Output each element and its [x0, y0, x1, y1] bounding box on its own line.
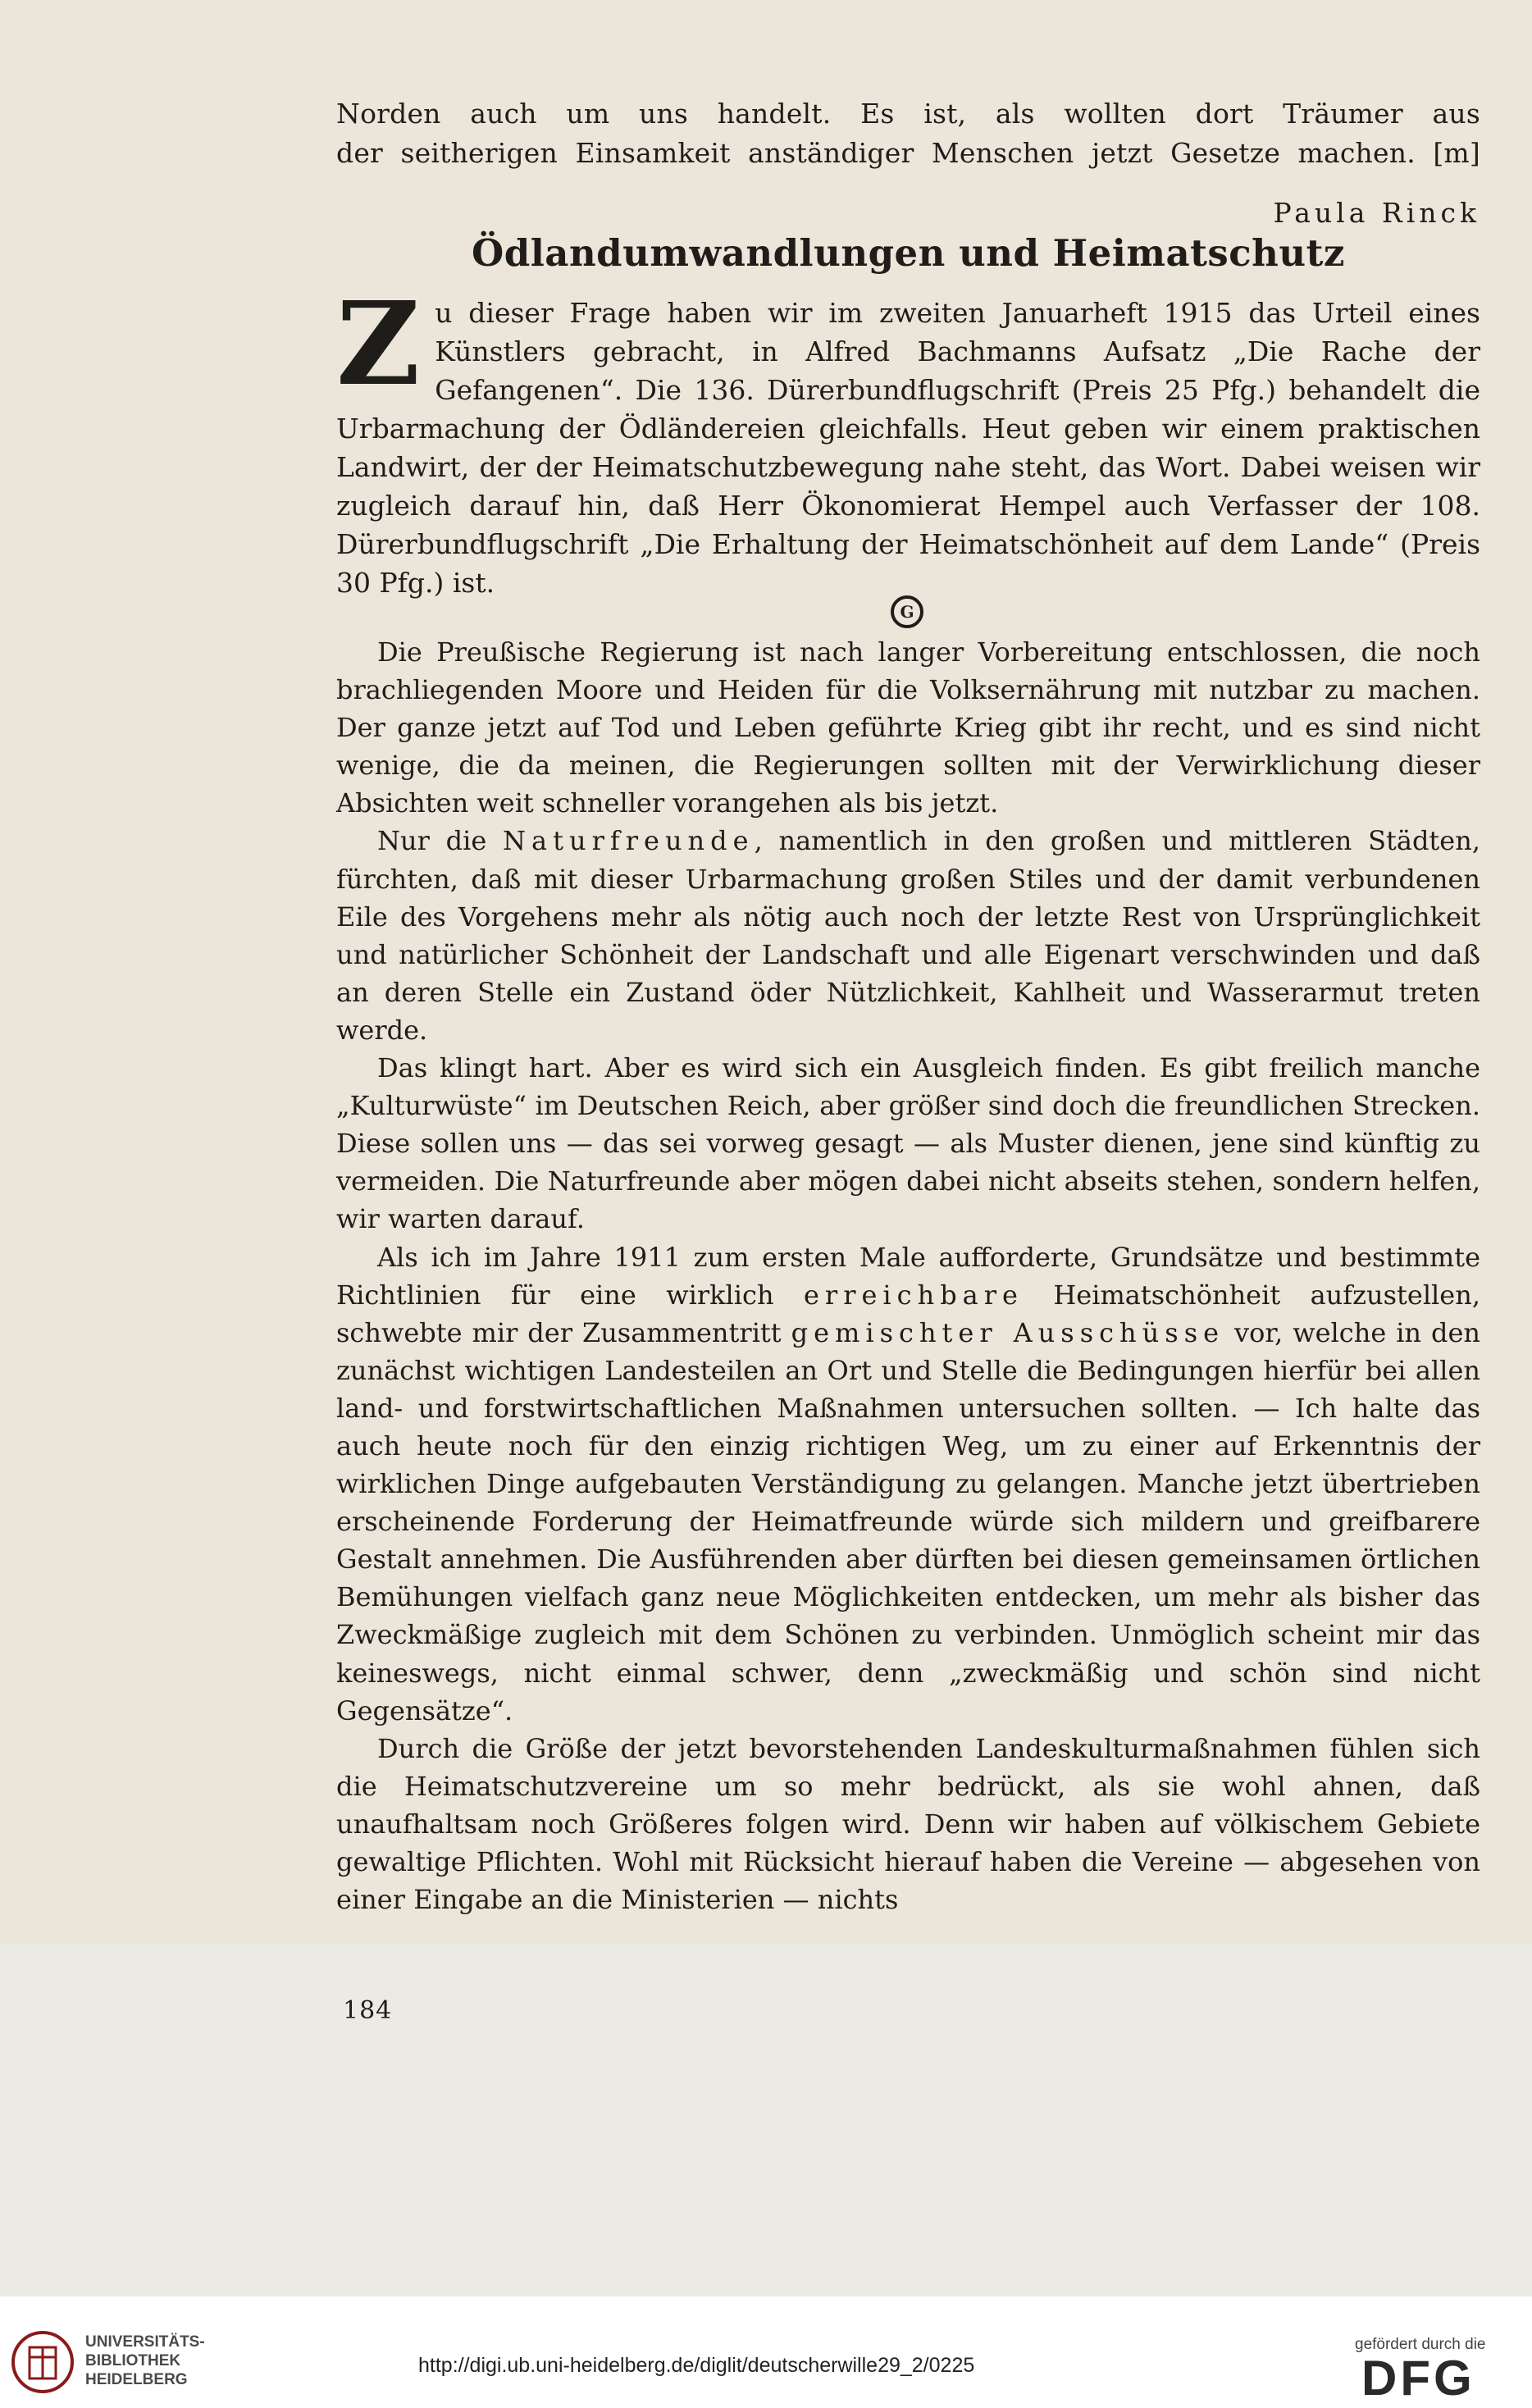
paragraph [336, 1049, 1480, 1238]
emphasized-text: Naturfreunde [503, 825, 755, 857]
paragraph-text: Das klingt hart. Aber es wird sich ein Ausgleich finden. Es gibt freilich manche „Kulturwüste“ im Deutschen Reich, aber größer sind doch die freundlichen Strecken. Diese sollen uns — das sei vorweg gesagt — als Muster dienen, jene sind künftig zu vermeiden. Die Naturfreunde aber mögen dabei nicht abseits stehen, sondern helfen, wir warten darauf. [336, 1052, 1480, 1235]
prev-article-line: der seitherigen Einsamkeit anständiger Menschen jetzt Gesetze machen. [m] [336, 137, 1480, 169]
university-seal-icon [10, 2329, 75, 2395]
library-name-line: BIBLIOTHEK [85, 2352, 181, 2369]
paragraph [336, 822, 1480, 1049]
viewer-footer [0, 2296, 1532, 2408]
permalink-url[interactable]: http://digi.ub.uni-heidelberg.de/diglit/deutscherwille29_2/0225 [418, 2354, 975, 2377]
paragraph-text: Durch die Größe der jetzt bevorstehenden Landeskulturmaßnahmen fühlen sich die Heimatschutzvereine um so mehr bedrückt, als sie wohl ahnen, daß unaufhaltsam noch Größeres folgen wird. Denn wir haben auf völkischem Gebiete gewaltige Pflichten. Wohl mit Rücksicht hierauf haben die Vereine — abgesehen von einer Eingabe an die Ministerien — nichts [336, 1732, 1480, 1916]
paragraph-text: vor, welche in den zunächst wichtigen Landesteilen an Ort und Stelle die Bedingungen hierfür bei allen land- und forstwirtschaftlichen Maßnahmen untersuchen sollten. — Ich halte das auch heute noch für den einzig richtigen Weg, um zu einer auf Erkenntnis der wirklichen Dinge aufgebauten Verständigung zu gelangen. Manche jetzt übertrieben erscheinende Forderung der Heimatfreunde würde sich mildern und greifbarere Gestalt annehmen. Die Ausführenden aber dürften bei diesen gemeinsamen örtlichen Bemühungen vielfach ganz neue Möglichkeiten entdecken, um mehr als bisher das Zweckmäßige zugleich mit dem Schönen zu verbinden. Unmöglich scheint mir das keineswegs, nicht einmal schwer, denn „zweckmäßig und schön sind nicht Gegensätze“. [336, 1316, 1481, 1726]
paragraph [336, 1730, 1480, 1918]
paragraph-text: Nur die [377, 825, 504, 857]
section-ornament-icon: G [891, 595, 923, 628]
library-name-line: HEIDELBERG [85, 2371, 188, 2388]
paragraph-text: , namentlich in den großen und mittleren Städten, fürchten, daß mit dieser Urbarmachung großen Stiles und der damit verbundenen Eile des Vorgehens mehr als nötig auch noch der letzte Rest von Ursprünglichkeit und natürlicher Schönheit der Landschaft und alle Eigenart verschwinden und daß an deren Stelle ein Zustand öder Nützlichkeit, Kahlheit und Wasserarmut treten werde. [336, 825, 1481, 1046]
dfg-logo: DFG [1361, 2351, 1475, 2406]
paragraph-text: Als ich im Jahre 1911 zum ersten Male aufforderte, Grundsätze und bestimmte Richtlinien für eine wirklich [336, 1241, 1480, 1311]
intro-text: u dieser Frage haben wir im zweiten Januarheft 1915 das Urteil eines Künstlers gebracht, in Alfred Bachmanns Aufsatz „Die Rache der Gefangenen“. Die 136. Dürerbundflugschrift (Preis 25 Pfg.) behandelt die Urbarmachung der Ödländereien gleichfalls. Heut geben wir einem praktischen Landwirt, der der Heimatschutzbewegung nahe steht, das Wort. Dabei weisen wir zugleich darauf hin, daß Herr Ökonomierat Hempel auch Verfasser der 108. Dürerbundflugschrift „Die Erhaltung der Heimatschönheit auf dem Lande“ (Preis 30 Pfg.) ist. [336, 297, 1480, 599]
article-intro [336, 277, 1480, 602]
page-number: 184 [343, 1996, 393, 2025]
paragraph [336, 633, 1480, 822]
paragraph [336, 1238, 1480, 1730]
funding-caption: gefördert durch die [1355, 2336, 1486, 2353]
library-name-line: UNIVERSITÄTS- [85, 2333, 205, 2351]
emphasized-text: gemischter Ausschüsse [791, 1316, 1225, 1348]
previous-article-ending [336, 94, 1480, 173]
article-body [336, 633, 1480, 1918]
drop-cap: Z [336, 277, 421, 412]
article-title: Ödlandumwandlungen und Heimatschutz [472, 231, 1345, 275]
library-name [85, 2333, 205, 2389]
paragraph-text: Die Preußische Regierung ist nach langer Vorbereitung entschlossen, die noch brachliegenden Moore und Heiden für die Volksernährung mit nutzbar zu machen. Der ganze jetzt auf Tod und Leben geführte Krieg gibt ihr recht, und es sind nicht wenige, die da meinen, die Regierungen sollten mit der Verwirklichung dieser Absichten weit schneller vorangehen als bis jetzt. [336, 636, 1480, 819]
author-signature: Paula Rinck [1273, 197, 1480, 229]
paragraph-text: Heimatschönheit aufzustellen, schwebte mir der Zusammentritt [336, 1279, 1481, 1348]
emphasized-text: erreichbare [803, 1279, 1024, 1311]
prev-article-line: Norden auch um uns handelt. Es ist, als wollten dort Träumer aus [336, 98, 1480, 130]
